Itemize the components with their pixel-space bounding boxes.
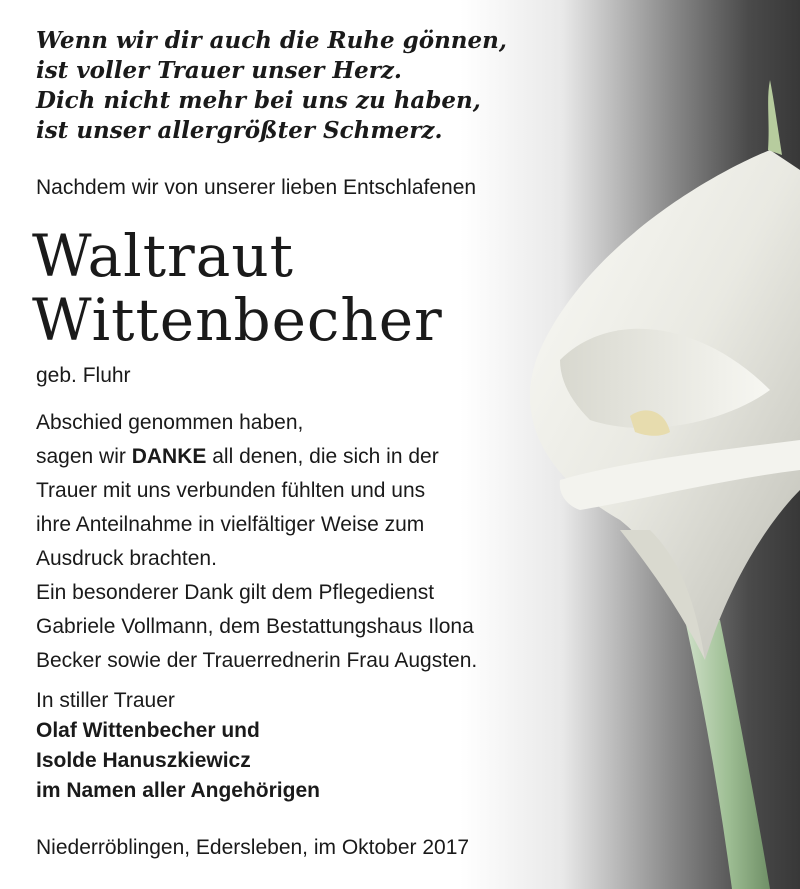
signature-intro: In stiller Trauer [36, 689, 175, 712]
maiden-name: geb. Fluhr [36, 364, 131, 387]
body-line: Becker sowie der Trauerrednerin Frau Augsten. [36, 649, 478, 672]
poem-line: ist unser allergrößter Schmerz. [36, 117, 443, 144]
body-line: Ein besonderer Dank gilt dem Pflegedienst [36, 581, 435, 604]
thank-you-text [36, 406, 477, 678]
place-and-date: Niederröblingen, Edersleben, im Oktober 2017 [36, 836, 470, 859]
danke-word: DANKE [131, 445, 207, 468]
intro-text: Nachdem wir von unserer lieben Entschlafenen [36, 176, 477, 199]
mourner-name: Olaf Wittenbecher und [36, 719, 260, 742]
body-fragment: all denen, die sich in der [206, 445, 439, 468]
body-line: Abschied genommen haben, [36, 411, 304, 434]
body-line: Gabriele Vollmann, dem Bestattungshaus Ilona [36, 615, 474, 638]
deceased-first-name: Waltraut [32, 222, 294, 290]
body-line: Ausdruck brachten. [36, 547, 217, 570]
calla-lily-icon [470, 60, 800, 889]
deceased-last-name: Wittenbecher [32, 286, 443, 354]
body-line: Trauer mit uns verbunden fühlten und uns [36, 479, 426, 502]
poem-line: Wenn wir dir auch die Ruhe gönnen, [36, 27, 507, 54]
poem-line: ist voller Trauer unser Herz. [36, 57, 402, 84]
body-fragment: sagen wir [36, 445, 132, 468]
poem-line: Dich nicht mehr bei uns zu haben, [36, 87, 481, 114]
memorial-poem [36, 26, 507, 146]
mourner-name: im Namen aller Angehörigen [36, 779, 320, 802]
mourner-name: Isolde Hanuszkiewicz [36, 749, 251, 772]
signature-block [36, 686, 320, 806]
body-line: ihre Anteilnahme in vielfältiger Weise zum [36, 513, 425, 536]
body-line [36, 440, 477, 474]
